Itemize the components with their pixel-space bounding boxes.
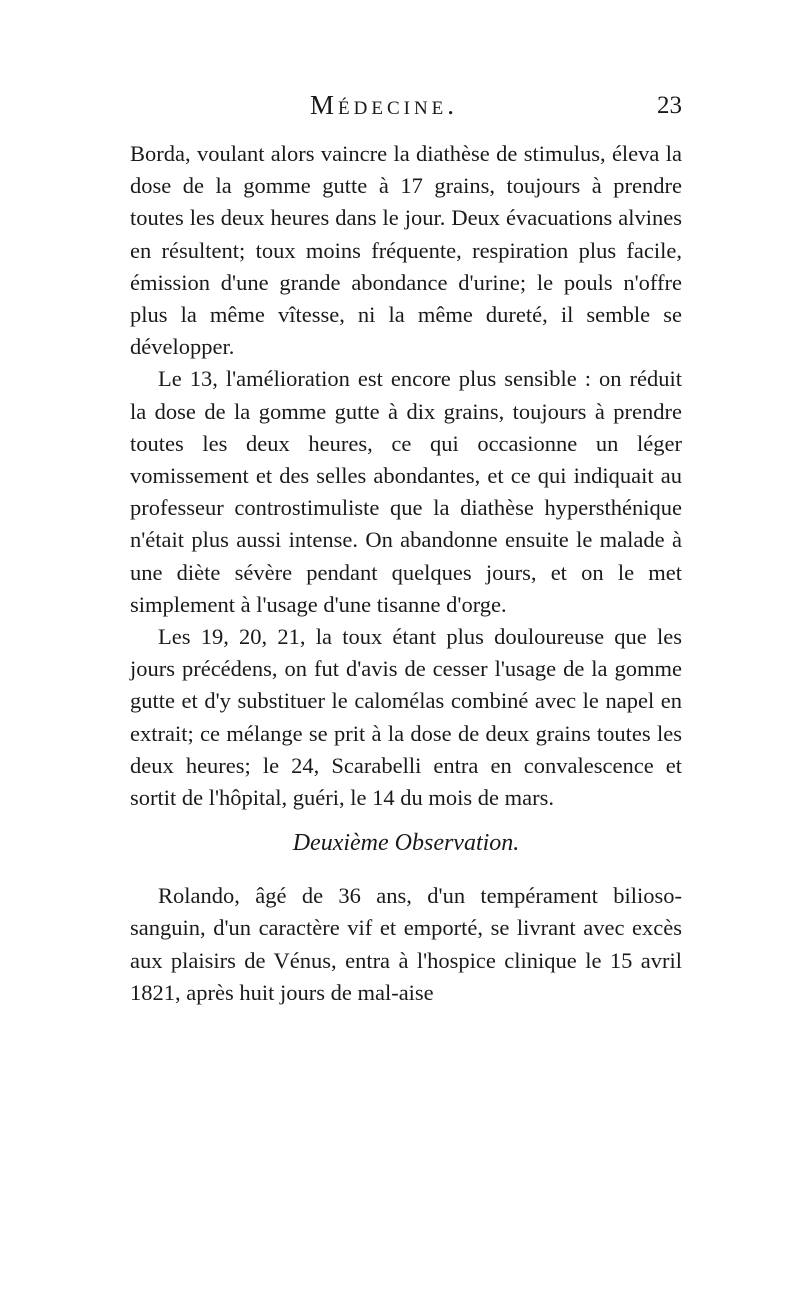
paragraph-borda: Borda, voulant alors vaincre la diathèse de stimulus, éleva la dose de la gomme gutte à 17 grains, toujours à prendre toutes les deux heures dans le jour. Deux évacuations alvines en résultent; toux moins fréquente, respiration plus facile, émission d'une grande abondance d'urine; le pouls n'offre plus la même vîtesse, ni la même dureté, il semble se développer. <box>130 141 682 360</box>
section-heading: Deuxième Observation. <box>292 830 520 857</box>
page-header <box>130 90 682 130</box>
page-number: 23 <box>657 92 682 119</box>
paragraph-les-19-20-21: Les 19, 20, 21, la toux étant plus douloureuse que les jours précédens, on fut d'avis de cesser l'usage de la gomme gutte et d'y substituer le calomélas combiné avec le napel en extrait; ce mélange se prit à la dose de deux grains toutes les deux heures; le 24, Scarabelli entra en convalescence et sortit de l'hôpital, guéri, le 14 du mois de mars. <box>130 624 682 811</box>
paragraph-le-13: Le 13, l'amélioration est encore plus sensible : on réduit la dose de la gomme gutte à dix grains, toujours à prendre toutes les deux heures, ce qui occasionne un léger vomissement et des selles abondantes, et ce qui indiquait au professeur controstimuliste que la diathèse hypersthénique n'était plus aussi intense. On abandonne ensuite le malade à une diète sévère pendant quelques jours, et on le met simplement à l'usage d'une tisanne d'orge. <box>130 366 682 617</box>
body-text <box>130 138 682 1009</box>
paragraph-rolando: Rolando, âgé de 36 ans, d'un tempérament bilioso-sanguin, d'un caractère vif et emporté, se livrant avec excès aux plaisirs de Vénus, entra à l'hospice clinique le 15 avril 1821, après huit jours de mal-aise <box>130 883 682 1005</box>
running-title: Médecine. <box>310 90 459 120</box>
